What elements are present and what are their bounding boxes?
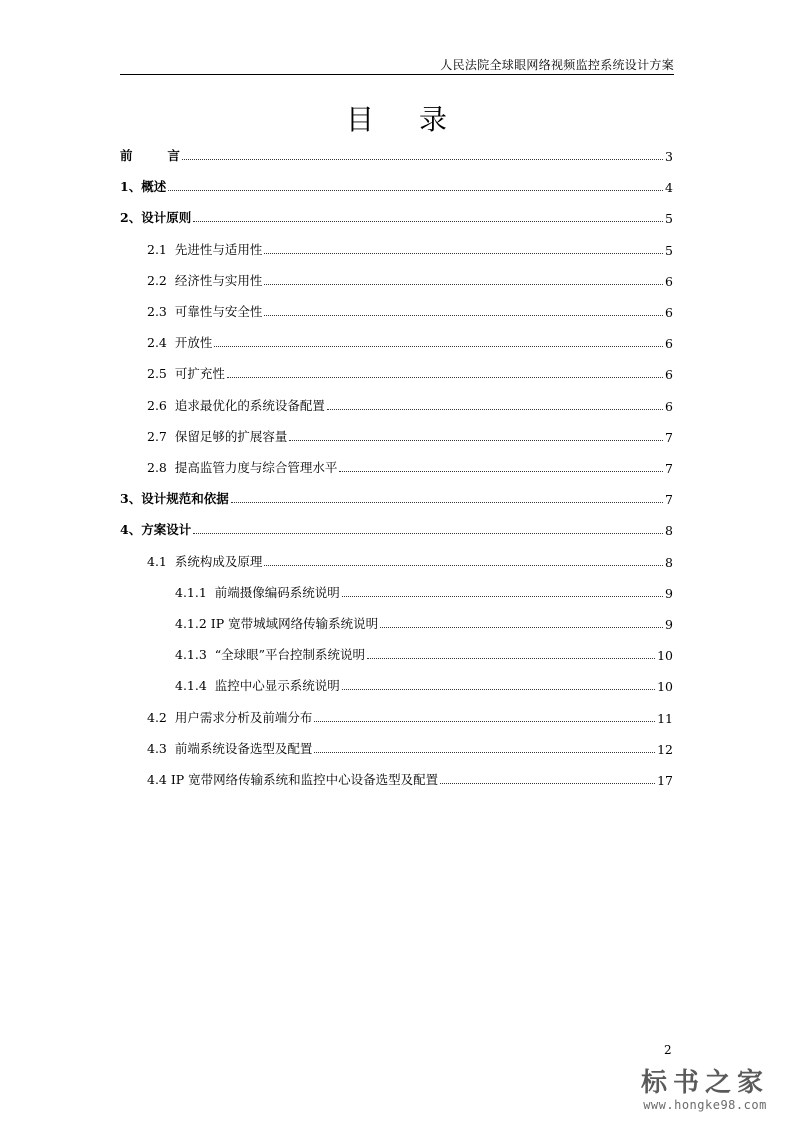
toc-entry[interactable] — [175, 610, 673, 632]
toc-entry-label: 4.1.3 “全球眼”平台控制系统说明 — [175, 647, 366, 663]
toc-entry[interactable] — [147, 267, 673, 289]
toc-leader-dots — [193, 221, 663, 222]
toc-entry-label: 2、设计原则 — [120, 210, 192, 226]
toc-leader-dots — [264, 284, 663, 285]
toc-entry-page: 12 — [657, 741, 673, 757]
toc-leader-dots — [339, 471, 663, 472]
toc-entry-page: 10 — [657, 648, 673, 664]
toc-leader-dots — [214, 346, 663, 347]
toc-entry-page: 7 — [665, 492, 673, 508]
toc-entry[interactable] — [147, 236, 673, 258]
running-header: 人民法院全球眼网络视频监控系统设计方案 — [440, 58, 674, 72]
toc-entry-page: 3 — [665, 149, 673, 164]
toc-entry-page: 6 — [665, 367, 673, 383]
toc-entry-label: 2.6 追求最优化的系统设备配置 — [147, 397, 325, 413]
toc-entry[interactable] — [147, 766, 673, 788]
toc-leader-dots — [182, 159, 663, 160]
toc-entry-label: 4.3 前端系统设备选型及配置 — [147, 740, 313, 756]
toc-entry-label: 2.1 先进性与适用性 — [147, 241, 263, 257]
header-rule — [120, 74, 674, 75]
toc-entry-page: 10 — [657, 679, 673, 695]
toc-leader-dots — [367, 658, 655, 659]
toc-entry-label: 2.2 经济性与实用性 — [147, 272, 263, 288]
toc-leader-dots — [289, 440, 663, 441]
toc-entry-label: 2.7 保留足够的扩展容量 — [147, 428, 288, 444]
toc-entry[interactable] — [147, 423, 673, 445]
toc-entry[interactable] — [147, 329, 673, 351]
toc-entry-label: 2.3 可靠性与安全性 — [147, 304, 263, 319]
toc-entry-page: 4 — [665, 180, 673, 196]
toc-leader-dots — [314, 721, 655, 722]
toc-entry-label: 2.4 开放性 — [147, 335, 213, 351]
toc-entry-page: 9 — [665, 617, 673, 632]
watermark — [625, 1068, 785, 1112]
toc-entry[interactable] — [120, 516, 673, 538]
watermark-title: 标书之家 — [640, 1068, 769, 1098]
toc-entry[interactable] — [147, 735, 673, 757]
toc-entry[interactable] — [120, 485, 673, 507]
toc-entry[interactable] — [175, 672, 673, 694]
toc-entry[interactable] — [120, 173, 673, 195]
toc-entry[interactable] — [147, 392, 673, 414]
page-number: 2 — [664, 1043, 672, 1057]
toc-entry-page: 5 — [665, 211, 673, 227]
toc-leader-dots — [380, 627, 663, 628]
toc-entry-label: 4.1.4 监控中心显示系统说明 — [175, 678, 340, 694]
toc-entry[interactable] — [120, 204, 673, 226]
toc-entry-label: 1、概述 — [120, 179, 167, 195]
toc-entry[interactable] — [147, 360, 673, 382]
toc-entry-page: 8 — [665, 554, 673, 570]
toc-entry-page: 9 — [665, 585, 673, 601]
toc-entry-label: 4、方案设计 — [120, 522, 192, 538]
toc-entry-page: 11 — [657, 710, 673, 726]
toc-leader-dots — [193, 533, 663, 534]
toc-leader-dots — [314, 752, 655, 753]
toc-entry[interactable] — [147, 454, 673, 476]
toc-entry[interactable] — [147, 704, 673, 726]
toc-entry-label: 4.1 系统构成及原理 — [147, 553, 263, 569]
toc-entry-page: 6 — [665, 336, 673, 352]
toc-leader-dots — [168, 190, 663, 191]
toc-entry-label: 2.5 可扩充性 — [147, 366, 225, 382]
toc-leader-dots — [231, 502, 663, 503]
toc-leader-dots — [342, 596, 663, 597]
toc-leader-dots — [342, 689, 655, 690]
toc-leader-dots — [227, 377, 663, 378]
toc-entry-page: 17 — [657, 773, 673, 788]
toc-leader-dots — [264, 253, 663, 254]
toc-entry-page: 6 — [665, 398, 673, 414]
toc-entry-label: 4.1.2 IP 宽带城域网络传输系统说明 — [175, 616, 379, 631]
toc-entry-page: 7 — [665, 461, 673, 476]
toc-entry-page: 6 — [665, 305, 673, 320]
toc-entry[interactable] — [147, 298, 673, 320]
toc-title: 目 录 — [346, 103, 465, 136]
toc-entry-page: 7 — [665, 429, 673, 445]
toc-leader-dots — [264, 315, 663, 316]
toc-entry[interactable] — [120, 142, 673, 164]
toc-entry[interactable] — [175, 641, 673, 663]
toc-leader-dots — [264, 565, 663, 566]
toc-leader-dots — [327, 409, 663, 410]
toc-entry-label: 4.2 用户需求分析及前端分布 — [147, 709, 313, 725]
toc-entry[interactable] — [147, 548, 673, 570]
toc-entry[interactable] — [175, 579, 673, 601]
watermark-url: www.hongke98.com — [643, 1098, 767, 1112]
toc-leader-dots — [440, 783, 655, 784]
toc-entry-label: 4.4 IP 宽带网络传输系统和监控中心设备选型及配置 — [147, 772, 439, 787]
toc-entry-page: 6 — [665, 273, 673, 289]
toc-entry-page: 8 — [665, 523, 673, 539]
toc-entry-label: 4.1.1 前端摄像编码系统说明 — [175, 584, 340, 600]
toc-entry-label: 前 言 — [120, 148, 180, 163]
toc-entry-label: 3、设计规范和依据 — [120, 491, 229, 507]
toc-entry-page: 5 — [665, 242, 673, 258]
toc-entry-label: 2.8 提高监管力度与综合管理水平 — [147, 460, 338, 475]
